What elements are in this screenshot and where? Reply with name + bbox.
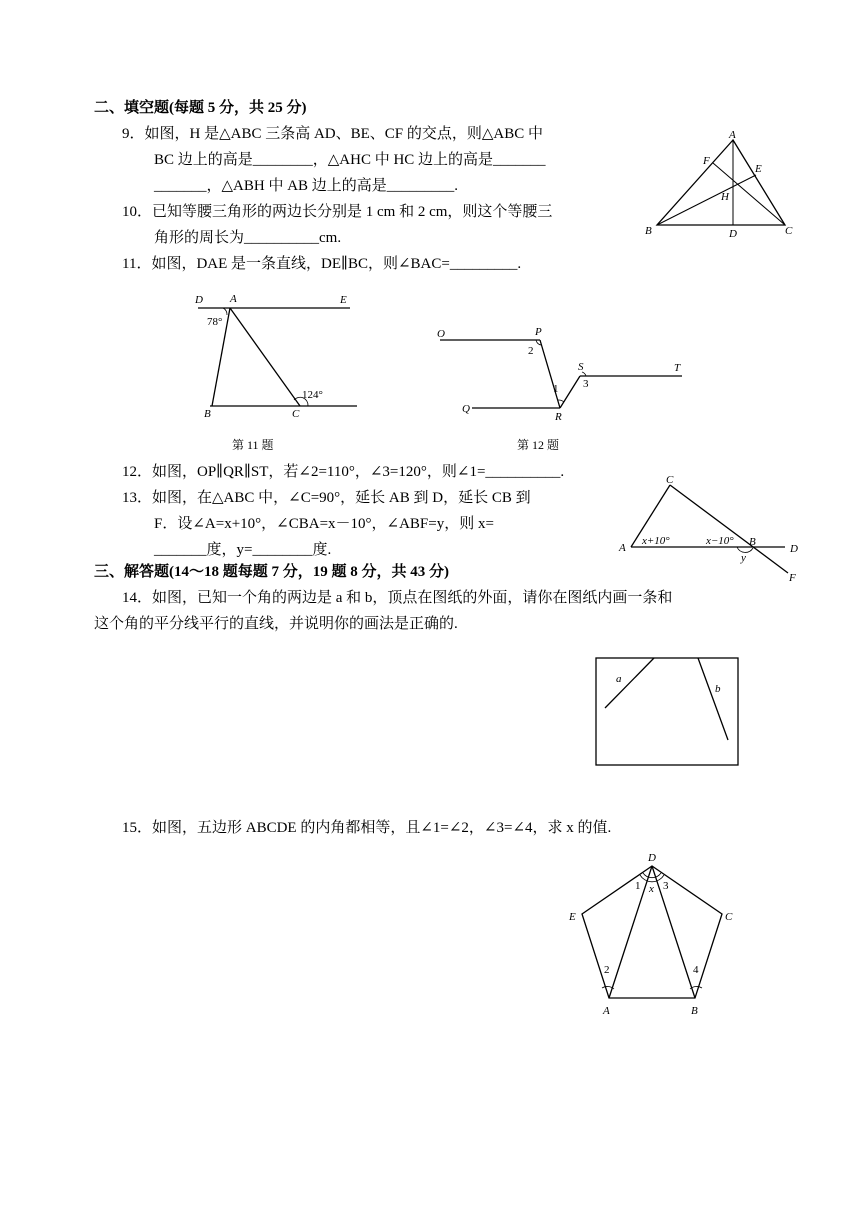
q10-line1: 10．已知等腰三角形的两边长分别是 1 cm 和 2 cm，则这个等腰三 (122, 204, 553, 220)
fig13-label-B: B (749, 536, 756, 548)
fig9-label-E: E (755, 163, 762, 175)
q14-line2: 这个角的平分线平行的直线，并说明你的画法是正确的. (94, 616, 458, 632)
fig11-label-E: E (340, 294, 347, 306)
fig9-label-B: B (645, 225, 652, 237)
fig15-label-E: E (569, 911, 576, 923)
fig11-angle-A: 78° (207, 316, 223, 328)
fig9-label-A: A (729, 129, 736, 141)
fig11-label-C: C (292, 408, 300, 420)
fig15-label-D: D (648, 852, 656, 864)
fig15-label-A: A (603, 1005, 610, 1017)
figure-q11 (190, 290, 365, 425)
fig11-caption: 第 11 题 (232, 438, 274, 452)
figure-q13 (615, 475, 805, 585)
q13-line2: F．设∠A=x+10°，∠CBA=x－10°，∠ABF=y，则 x= (154, 516, 494, 532)
fig15-angle-1: 1 (635, 880, 641, 892)
fig15-angle-x: x (649, 883, 654, 895)
q13-line3: _______度，y=________度. (154, 542, 332, 558)
fig12-label-Q: Q (462, 403, 470, 415)
fig13-label-A: A (619, 542, 626, 554)
fig15-label-B: B (691, 1005, 698, 1017)
fig12-angle-1: 1 (553, 383, 559, 395)
fig11-label-A: A (230, 293, 237, 305)
fig14-label-a: a (616, 673, 622, 685)
fig12-angle-3: 3 (583, 378, 589, 390)
fig12-caption: 第 12 题 (517, 438, 560, 452)
fig12-angle-2: 2 (528, 345, 534, 357)
fig9-label-F: F (703, 155, 710, 167)
fig11-label-D: D (195, 294, 203, 306)
figure-q14 (594, 656, 740, 768)
fig13-label-D: D (790, 543, 798, 555)
q13-line1: 13．如图，在△ABC 中，∠C=90°，延长 AB 到 D，延长 CB 到 (122, 490, 531, 506)
q9-line3: _______，△ABH 中 AB 边上的高是_________. (154, 178, 459, 194)
fig13-label-C: C (666, 474, 674, 486)
fig11-angle-C: 124° (302, 389, 323, 401)
section3-heading: 三、解答题(14～18 题每题 7 分，19 题 8 分，共 43 分) (94, 564, 449, 580)
figure-q9 (645, 130, 795, 240)
figure-q15 (562, 848, 742, 1023)
q11-line1: 11．如图，DAE 是一条直线，DE∥BC，则∠BAC=_________. (122, 256, 522, 272)
fig14-label-b: b (715, 683, 721, 695)
fig15-angle-3: 3 (663, 880, 669, 892)
fig9-label-D: D (729, 228, 737, 240)
q9-line1: 9．如图，H 是△ABC 三条高 AD、BE、CF 的交点，则△ABC 中 (122, 126, 544, 142)
q12-line1: 12．如图，OP∥QR∥ST，若∠2=110°，∠3=120°，则∠1=__________. (122, 464, 565, 480)
q15-line1: 15．如图，五边形 ABCDE 的内角都相等，且∠1=∠2，∠3=∠4，求 x 的值. (122, 820, 612, 836)
q9-line2: BC 边上的高是________，△AHC 中 HC 边上的高是_______ (154, 152, 546, 168)
fig12-label-T: T (674, 362, 681, 374)
fig15-angle-2: 2 (604, 964, 610, 976)
fig13-angle-A: x+10° (642, 535, 670, 547)
fig9-label-C: C (785, 225, 793, 237)
fig12-label-S: S (578, 361, 584, 373)
figure-q12 (432, 320, 692, 430)
fig9-label-H: H (721, 191, 729, 203)
q10-line2: 角形的周长为__________cm. (154, 230, 342, 246)
q14-line1: 14．如图，已知一个角的两边是 a 和 b，顶点在图纸的外面，请你在图纸内画一条和 (122, 590, 673, 606)
section2-heading: 二、填空题(每题 5 分，共 25 分) (94, 100, 307, 116)
fig15-label-C: C (725, 911, 733, 923)
fig15-angle-4: 4 (693, 964, 699, 976)
fig13-angle-y: y (741, 552, 746, 564)
fig11-label-B: B (204, 408, 211, 420)
fig12-label-R: R (555, 411, 562, 423)
fig13-angle-B: x−10° (706, 535, 734, 547)
fig13-label-F: F (789, 572, 796, 584)
fig12-label-O: O (437, 328, 445, 340)
fig12-label-P: P (535, 326, 542, 338)
